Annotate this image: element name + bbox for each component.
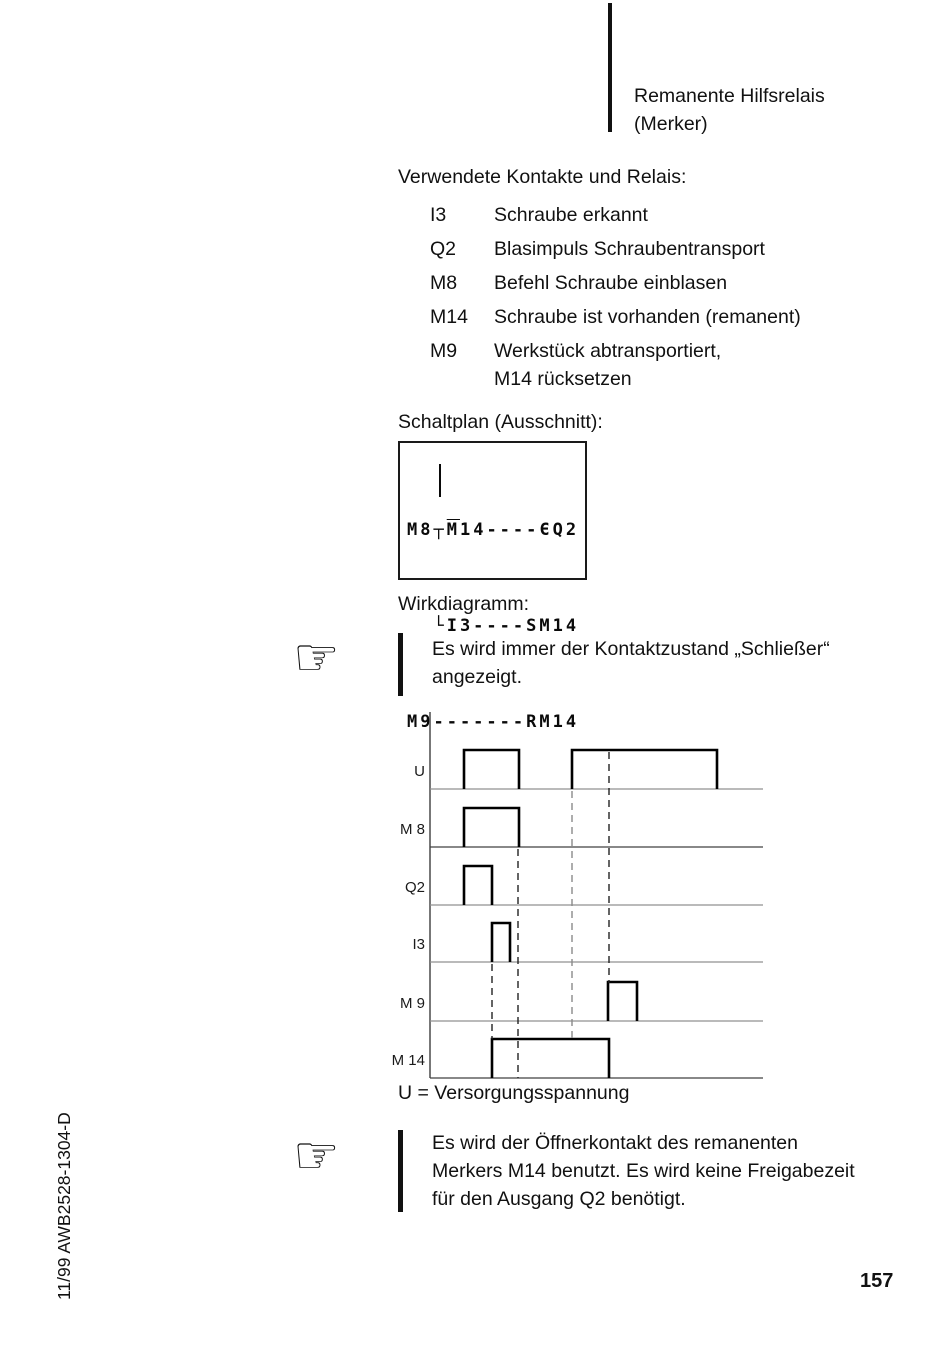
page-number: 157 bbox=[860, 1270, 894, 1292]
note-rule bbox=[398, 1130, 403, 1212]
schaltplan-heading: Schaltplan (Ausschnitt): bbox=[398, 411, 603, 433]
note-line: angezeigt. bbox=[432, 666, 522, 688]
contact-desc: Befehl Schraube einblasen bbox=[494, 272, 728, 294]
signal-label: Q2 bbox=[404, 879, 425, 896]
signal-pulse bbox=[608, 982, 637, 1021]
signal-label: M 14 bbox=[391, 1052, 425, 1069]
lcd-line1-negated-contact: $\overline{M}$ bbox=[446, 520, 460, 540]
contact-desc: Werkstück abtransportiert, bbox=[494, 340, 722, 362]
lcd-branch-connector bbox=[439, 464, 441, 497]
document-code: 11/99 AWB2528-1304-D bbox=[54, 1112, 74, 1300]
lcd-line-2: └I3----SM14 bbox=[407, 616, 580, 636]
diagram-caption: U = Versorgungsspannung bbox=[398, 1082, 630, 1104]
contact-id: M9 bbox=[430, 340, 458, 362]
contact-id: I3 bbox=[430, 204, 447, 226]
signal-pulse bbox=[464, 808, 519, 847]
contact-row bbox=[430, 272, 801, 294]
contact-id: Q2 bbox=[430, 238, 457, 260]
header-rule bbox=[608, 3, 612, 132]
page-header bbox=[634, 82, 825, 138]
contact-id: M14 bbox=[430, 306, 468, 328]
contact-row bbox=[430, 306, 801, 328]
note-line: für den Ausgang Q2 benötigt. bbox=[432, 1188, 686, 1210]
manicule-icon: ☞ bbox=[293, 1126, 340, 1186]
contacts-heading: Verwendete Kontakte und Relais: bbox=[398, 166, 687, 188]
note-text bbox=[432, 635, 830, 691]
note-line: Es wird immer der Kontaktzustand „Schließer“ bbox=[432, 638, 830, 660]
signal-pulse bbox=[492, 1039, 609, 1078]
note-line: Merkers M14 benutzt. Es wird keine Freigabezeit bbox=[432, 1160, 855, 1182]
contact-desc: Schraube ist vorhanden (remanent) bbox=[494, 306, 801, 328]
contact-row bbox=[430, 204, 801, 226]
header-title-line2: (Merker) bbox=[634, 113, 708, 135]
lcd-line-3: M9-------RM14 bbox=[407, 712, 580, 732]
wirkdiagramm-heading: Wirkdiagramm: bbox=[398, 593, 530, 615]
header-title-line1: Remanente Hilfsrelais bbox=[634, 85, 825, 107]
signal-label: U bbox=[414, 763, 425, 780]
signal-pulse bbox=[492, 923, 510, 962]
note-text bbox=[432, 1129, 855, 1213]
signal-label: M 8 bbox=[399, 821, 425, 838]
contact-desc: Blasimpuls Schraubentransport bbox=[494, 238, 765, 260]
contact-row bbox=[430, 340, 801, 390]
manicule-icon: ☞ bbox=[293, 628, 340, 688]
note-line: Es wird der Öffnerkontakt des remanenten bbox=[432, 1132, 798, 1154]
lcd-line-1 bbox=[407, 514, 585, 546]
signal-pulse bbox=[464, 750, 519, 789]
contact-desc: Schraube erkannt bbox=[494, 204, 648, 226]
signal-label: I3 bbox=[412, 936, 425, 953]
contacts-list bbox=[430, 204, 801, 402]
note-rule bbox=[398, 633, 403, 696]
signal-pulse bbox=[464, 866, 492, 905]
lcd-line1-post: 14----ЄQ2 bbox=[459, 520, 580, 540]
contact-id: M8 bbox=[430, 272, 458, 294]
contact-desc-line2: M14 rücksetzen bbox=[494, 368, 632, 390]
contact-row bbox=[430, 238, 801, 260]
signal-label: M 9 bbox=[399, 995, 425, 1012]
wirkdiagramm-chart bbox=[391, 706, 767, 1086]
lcd-line1-pre: M8┬ bbox=[407, 520, 447, 540]
signal-pulse bbox=[572, 750, 717, 789]
